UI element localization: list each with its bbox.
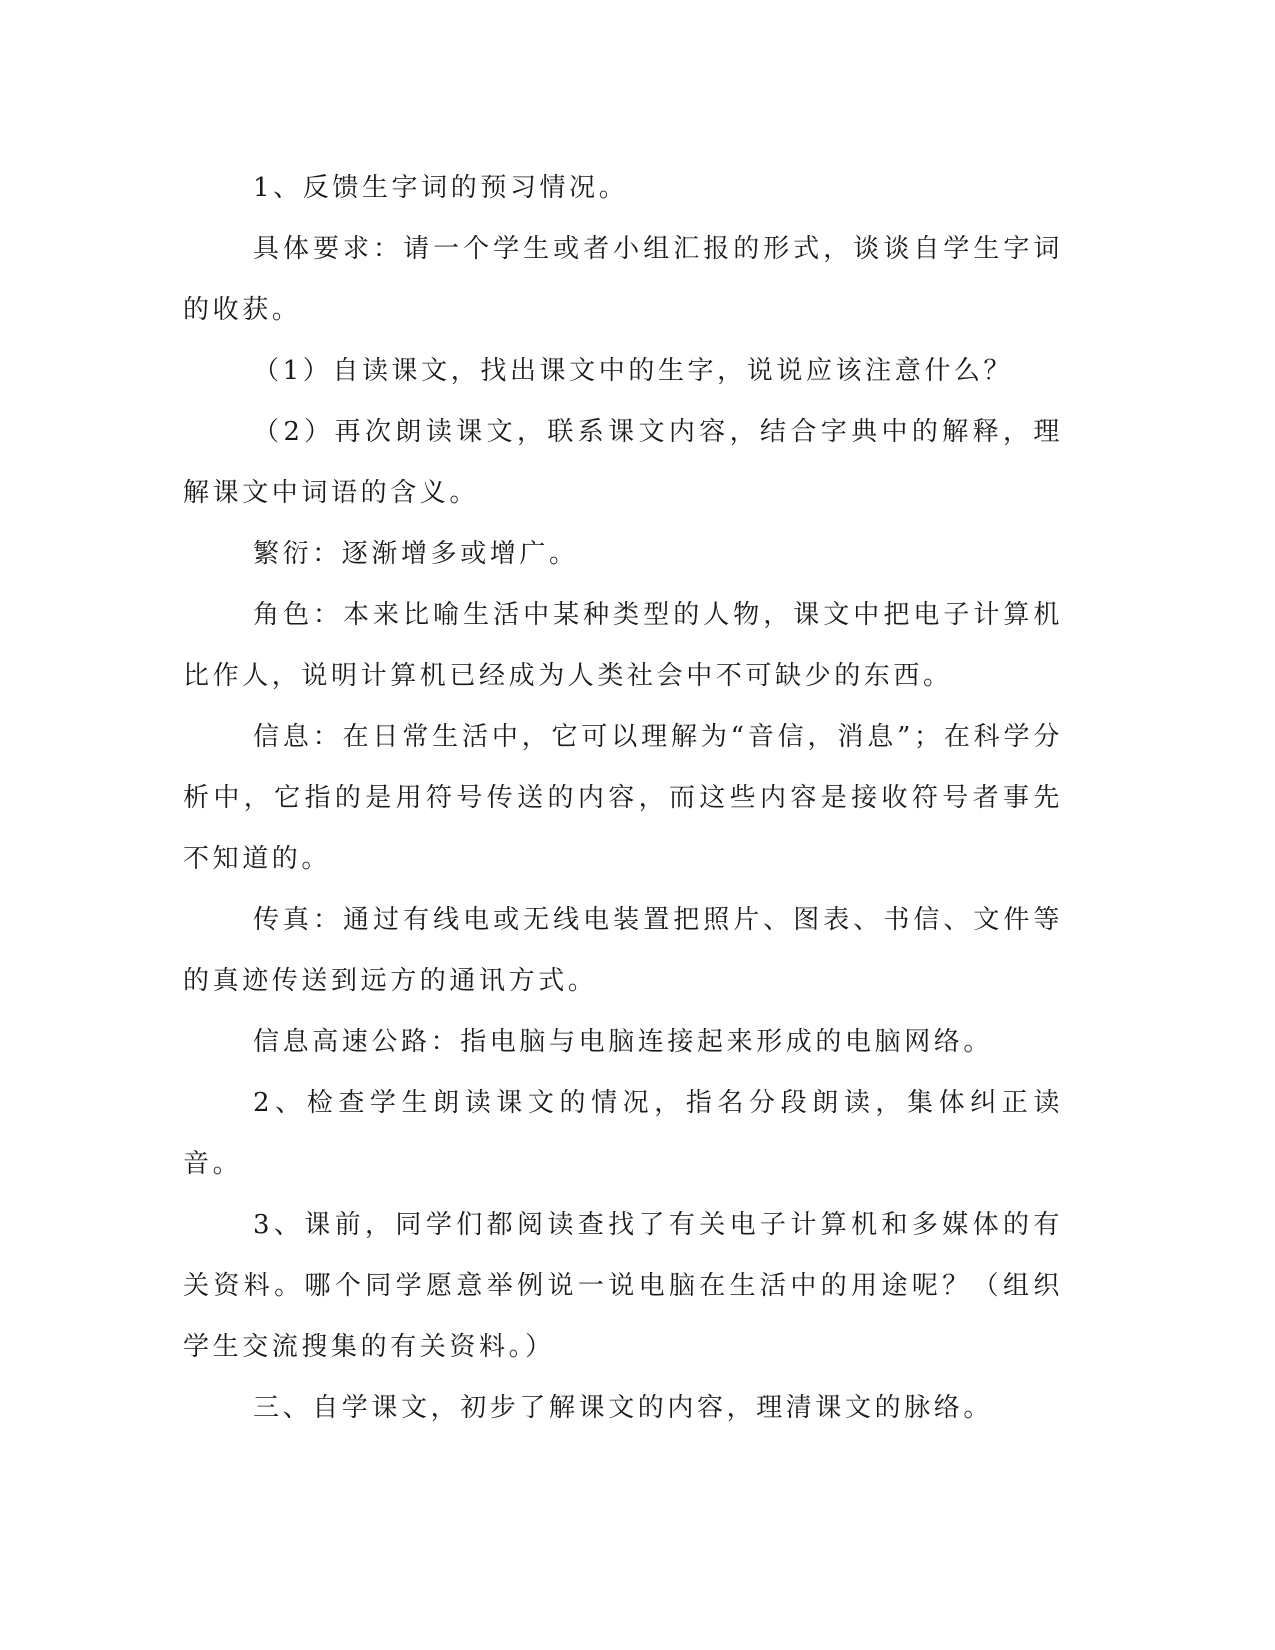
paragraph-step-1: （1）自读课文，找出课文中的生字，说说应该注意什么？ [253,356,1014,386]
paragraph-step-2: （2）再次朗读课文，联系课文内容，结合字典中的解释，理解课文中词语的含义。 [183,417,1063,508]
paragraph-feedback-vocabulary: 1、反馈生字词的预习情况。 [253,173,629,203]
paragraph-definition-juese: 角色：本来比喻生活中某种类型的人物，课文中把电子计算机比作人，说明计算机已经成为人类社会中不可缺少的东西。 [183,600,1063,691]
paragraph-requirements: 具体要求：请一个学生或者小组汇报的形式，谈谈自学生字词的收获。 [183,234,1063,325]
paragraph-definition-chuanzhen: 传真：通过有线电或无线电装置把照片、图表、书信、文件等的真迹传送到远方的通讯方式。 [183,905,1063,996]
paragraph-definition-xinxi: 信息：在日常生活中，它可以理解为“音信，消息”；在科学分析中，它指的是用符号传送的内容，而这些内容是接收符号者事先不知道的。 [183,722,1063,874]
paragraph-section-three: 三、自学课文，初步了解课文的内容，理清课文的脉络。 [253,1393,994,1423]
paragraph-definition-fanyan: 繁衍：逐渐增多或增广。 [253,539,579,569]
paragraph-definition-highway: 信息高速公路：指电脑与电脑连接起来形成的电脑网络。 [253,1027,994,1057]
document-body [183,158,1063,1439]
paragraph-check-reading: 2、检查学生朗读课文的情况，指名分段朗读，集体纠正读音。 [183,1088,1063,1179]
paragraph-computer-uses: 3、课前，同学们都阅读查找了有关电子计算机和多媒体的有关资料。哪个同学愿意举例说一说电脑在生活中的用途呢？（组织学生交流搜集的有关资料。） [183,1210,1063,1362]
